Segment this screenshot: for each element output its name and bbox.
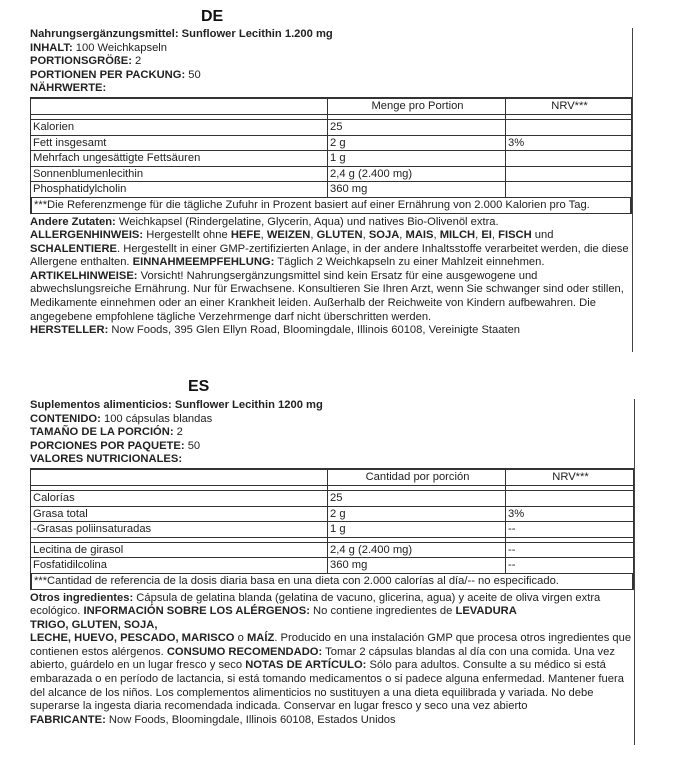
- table-row: [31, 542, 633, 558]
- allergen-word: EI: [481, 229, 492, 242]
- table-row: [31, 181, 631, 197]
- ingredients-value: Cápsula de gelatina blanda (gelatina de vacuno, glicerina, agua) y aceite de oliva virgen extra ecológico.: [30, 591, 601, 618]
- servings-value: 50: [188, 68, 201, 81]
- allergen-key: ALLERGENHINWEIS:: [30, 229, 144, 242]
- allergen-separator: ,: [433, 229, 440, 242]
- label-panel-es: [30, 399, 635, 745]
- table-row: [31, 135, 631, 151]
- servings-key: PORCIONES POR PAQUETE:: [30, 439, 185, 452]
- servings-line: [30, 69, 632, 83]
- header-cell-nrv: NRV***: [551, 99, 588, 112]
- table-header-row: [31, 470, 633, 486]
- allergen-key: INFORMACIÓN SOBRE LOS ALÉRGENOS:: [83, 605, 310, 618]
- nutrient-nrv: [506, 151, 631, 166]
- manufacturer-key: FABRICANTE:: [30, 713, 106, 726]
- warnings-text: Vorsicht! Nahrungsergänzungsmittel sind kein Ersatz für eine ausgewogene und abwechslungsreiche Ernährung. Nur für Erwachsene. Konsultieren Sie Ihren Arzt, wenn Sie schwanger sind oder stillen, Medikamente einnehmen oder an einer Krankheit leiden. Außerhalb der Reichweite von Kindern aufbewahren. Die angegebene empfohlene tägliche Verzehrmenge darf nicht überschritten werden.: [30, 269, 624, 323]
- warnings-key: NOTAS DE ARTÍCULO:: [245, 659, 367, 672]
- nutrition-key: VALORES NUTRICIONALES:: [30, 453, 183, 465]
- warnings-key: ARTIKELHINWEISE:: [30, 269, 138, 282]
- ingredients-key: Andere Zutaten:: [30, 215, 116, 228]
- allergen-separator: ,: [362, 229, 369, 242]
- product-line: [30, 28, 632, 42]
- nutrient-nrv: --: [508, 543, 516, 556]
- nutrient-nrv: [506, 167, 631, 182]
- table-footnote: ***Cantidad de referencia de la dosis diaria basa en una dieta con 2.000 calorías al día/-- no especificado.: [31, 573, 633, 590]
- manufacturer-value: Now Foods, Bloomingdale, Illinois 60108, Estados Unidos: [105, 713, 396, 726]
- manufacturer-value: Now Foods, 395 Glen Ellyn Road, Bloomingdale, Illinois 60108, Vereinigte Staaten: [108, 324, 521, 337]
- nutrient-amount: 25: [328, 491, 506, 506]
- content-key: INHALT:: [30, 41, 73, 54]
- allergen-words: LECHE, HUEVO, PESCADO, MARISCO: [30, 632, 235, 645]
- nutrient-amount: 1 g: [328, 151, 506, 166]
- product-line: [30, 399, 634, 413]
- product-key: Nahrungsergänzungsmittel:: [30, 28, 179, 40]
- section-label-es: ES: [188, 378, 210, 395]
- allergen-separator: o: [234, 632, 247, 645]
- label-panel-de: [30, 28, 633, 352]
- nutrient-amount: 2,4 g (2.400 mg): [328, 543, 506, 558]
- table-row: [31, 166, 631, 182]
- content-line: [30, 413, 634, 427]
- portion-line: [30, 55, 632, 69]
- portion-value: 2: [135, 55, 142, 67]
- header-cell-nrv: NRV***: [552, 470, 589, 483]
- table-row: [31, 490, 633, 506]
- nutrient-name: Calorías: [31, 491, 328, 506]
- servings-value: 50: [187, 439, 201, 452]
- table-row: [31, 150, 631, 166]
- nutrient-amount: 2 g: [328, 136, 506, 151]
- nutrition-table-de: [30, 97, 632, 214]
- section-label-de: DE: [201, 8, 224, 25]
- nutrient-nrv: [506, 182, 631, 197]
- content-key: CONTENIDO:: [30, 412, 101, 425]
- label-body-text-es: [30, 590, 634, 728]
- allergen-word: GLUTEN: [316, 229, 363, 242]
- header-cell-empty: [31, 470, 328, 486]
- table-spacer-row: [31, 537, 633, 542]
- allergen-separator: ,: [491, 229, 499, 242]
- table-row: [31, 521, 633, 537]
- nutrition-key: NÄHRWERTE:: [30, 82, 107, 94]
- allergen-word: SCHALENTIERE: [30, 242, 118, 255]
- allergen-text: . Producido en una instalación GMP que procesa otros ingredientes que contienen estos alérgenos.: [30, 632, 632, 658]
- nutrition-heading: [30, 82, 632, 96]
- header-cell-amount: Menge pro Portion: [328, 99, 506, 115]
- nutrient-name: Kalorien: [31, 120, 328, 135]
- usage-text: Täglich 2 Weichkapseln zu einer Mahlzeit einnehmen.: [274, 256, 545, 269]
- product-key: Suplementos alimenticios:: [30, 399, 172, 411]
- allergen-text: . Hergestellt in einer GMP-zertifizierten Anlage, in der andere Inhaltsstoffe verarbeitet werden, die diese Allergene enthalten.: [30, 242, 629, 269]
- nutrient-name: Lecitina de girasol: [31, 543, 328, 558]
- allergen-word: WEIZEN: [266, 229, 311, 242]
- content-value: 100 Weichkapseln: [75, 41, 167, 54]
- nutrient-name: Phosphatidylcholin: [31, 182, 328, 197]
- allergen-word: LEVADURA: [455, 605, 517, 618]
- allergen-word: SOJA: [368, 229, 400, 242]
- allergen-words: TRIGO, GLUTEN, SOJA,: [30, 618, 158, 631]
- allergen-word: HEFE: [230, 229, 261, 242]
- table-footnote: ***Die Referenzmenge für die tägliche Zufuhr in Prozent basiert auf einer Ernährung von 2.000 Kalorien pro Tag.: [31, 197, 631, 214]
- allergen-separator: ,: [310, 229, 317, 242]
- nutrient-amount: 25: [328, 120, 506, 135]
- allergen-text: Hergestellt ohne: [143, 229, 231, 242]
- nutrition-table-es: [30, 468, 634, 590]
- portion-line: [30, 426, 634, 440]
- nutrient-nrv: [506, 491, 633, 506]
- product-name: Sunflower Lecithin 1200 mg: [174, 399, 323, 411]
- nutrient-nrv: [506, 120, 631, 135]
- nutrient-nrv: --: [508, 559, 516, 571]
- nutrient-amount: 360 mg: [328, 182, 506, 197]
- usage-key: CONSUMO RECOMENDADO:: [166, 645, 323, 658]
- nutrient-name: Sonnenblumenlecithin: [31, 167, 328, 182]
- allergen-separator: ,: [260, 229, 267, 242]
- allergen-separator: und: [531, 229, 554, 242]
- nutrient-amount: 2 g: [328, 507, 506, 522]
- nutrient-name: Fett insgesamt: [31, 136, 328, 151]
- nutrient-name: Grasa total: [31, 507, 328, 522]
- table-spacer-row: [31, 485, 633, 490]
- header-cell-empty: [31, 99, 328, 115]
- allergen-separator: ,: [399, 229, 406, 242]
- table-row: [31, 119, 631, 135]
- nutrient-amount: 360 mg: [328, 558, 506, 573]
- content-value: 100 cápsulas blandas: [103, 412, 213, 425]
- servings-line: [30, 440, 634, 454]
- ingredients-key: Otros ingredientes:: [30, 591, 134, 604]
- allergen-separator: ,: [475, 229, 482, 242]
- allergen-word: MILCH: [439, 229, 476, 242]
- nutrient-name: Mehrfach ungesättigte Fettsäuren: [31, 151, 328, 166]
- portion-key: TAMAÑO DE LA PORCIÓN:: [30, 426, 174, 438]
- usage-key: EINNAHMEEMPFEHLUNG:: [132, 256, 275, 269]
- allergen-word: MAÍZ: [246, 632, 275, 645]
- nutrient-amount: 1 g: [328, 522, 506, 537]
- nutrient-name: Fosfatidilcolina: [31, 558, 328, 573]
- nutrient-amount: 2,4 g (2.400 mg): [328, 167, 506, 182]
- nutrient-nrv: 3%: [508, 507, 525, 520]
- allergen-word: MAIS: [405, 229, 434, 242]
- allergen-text: No contiene ingredientes de: [309, 605, 456, 618]
- table-spacer-row: [31, 114, 631, 119]
- usage-text: Tomar 2 cápsulas blandas al día con una comida. Una vez abierto, guárdelo en un lugar fresco y seco: [30, 645, 615, 672]
- table-row: [31, 557, 633, 573]
- warnings-text: Sólo para adultos. Consulte a su médico si está embarazada o en período de lactancia, si está tomando medicamentos o si padece alguna enfermedad. Mantener fuera del alcance de los niños. Los complementos alimenticios no sustituyen a una dieta equilibrada y variada. No debe superarse la ingesta diaria recomendada indicada. Conservar en lugar fresco y seco una vez abierto: [30, 659, 624, 713]
- nutrient-name: -Grasas poliinsaturadas: [31, 522, 328, 537]
- label-body-text-de: [30, 214, 632, 338]
- nutrition-heading: [30, 453, 634, 467]
- ingredients-value: Weichkapsel (Rindergelatine, Glycerin, Aqua) und natives Bio-Olivenöl extra.: [115, 215, 499, 228]
- portion-value: 2: [176, 426, 183, 438]
- allergen-word: FISCH: [498, 229, 532, 242]
- table-row: [31, 506, 633, 522]
- portion-key: PORTIONSGRÖßE:: [30, 55, 132, 67]
- nutrient-nrv: --: [508, 523, 516, 535]
- manufacturer-key: HERSTELLER:: [30, 324, 109, 337]
- servings-key: PORTIONEN PER PACKUNG:: [30, 68, 186, 81]
- nutrient-nrv: 3%: [508, 136, 525, 149]
- header-cell-amount: Cantidad por porción: [328, 470, 506, 486]
- table-header-row: [31, 99, 631, 115]
- content-line: [30, 42, 632, 56]
- product-name: Sunflower Lecithin 1.200 mg: [181, 28, 333, 40]
